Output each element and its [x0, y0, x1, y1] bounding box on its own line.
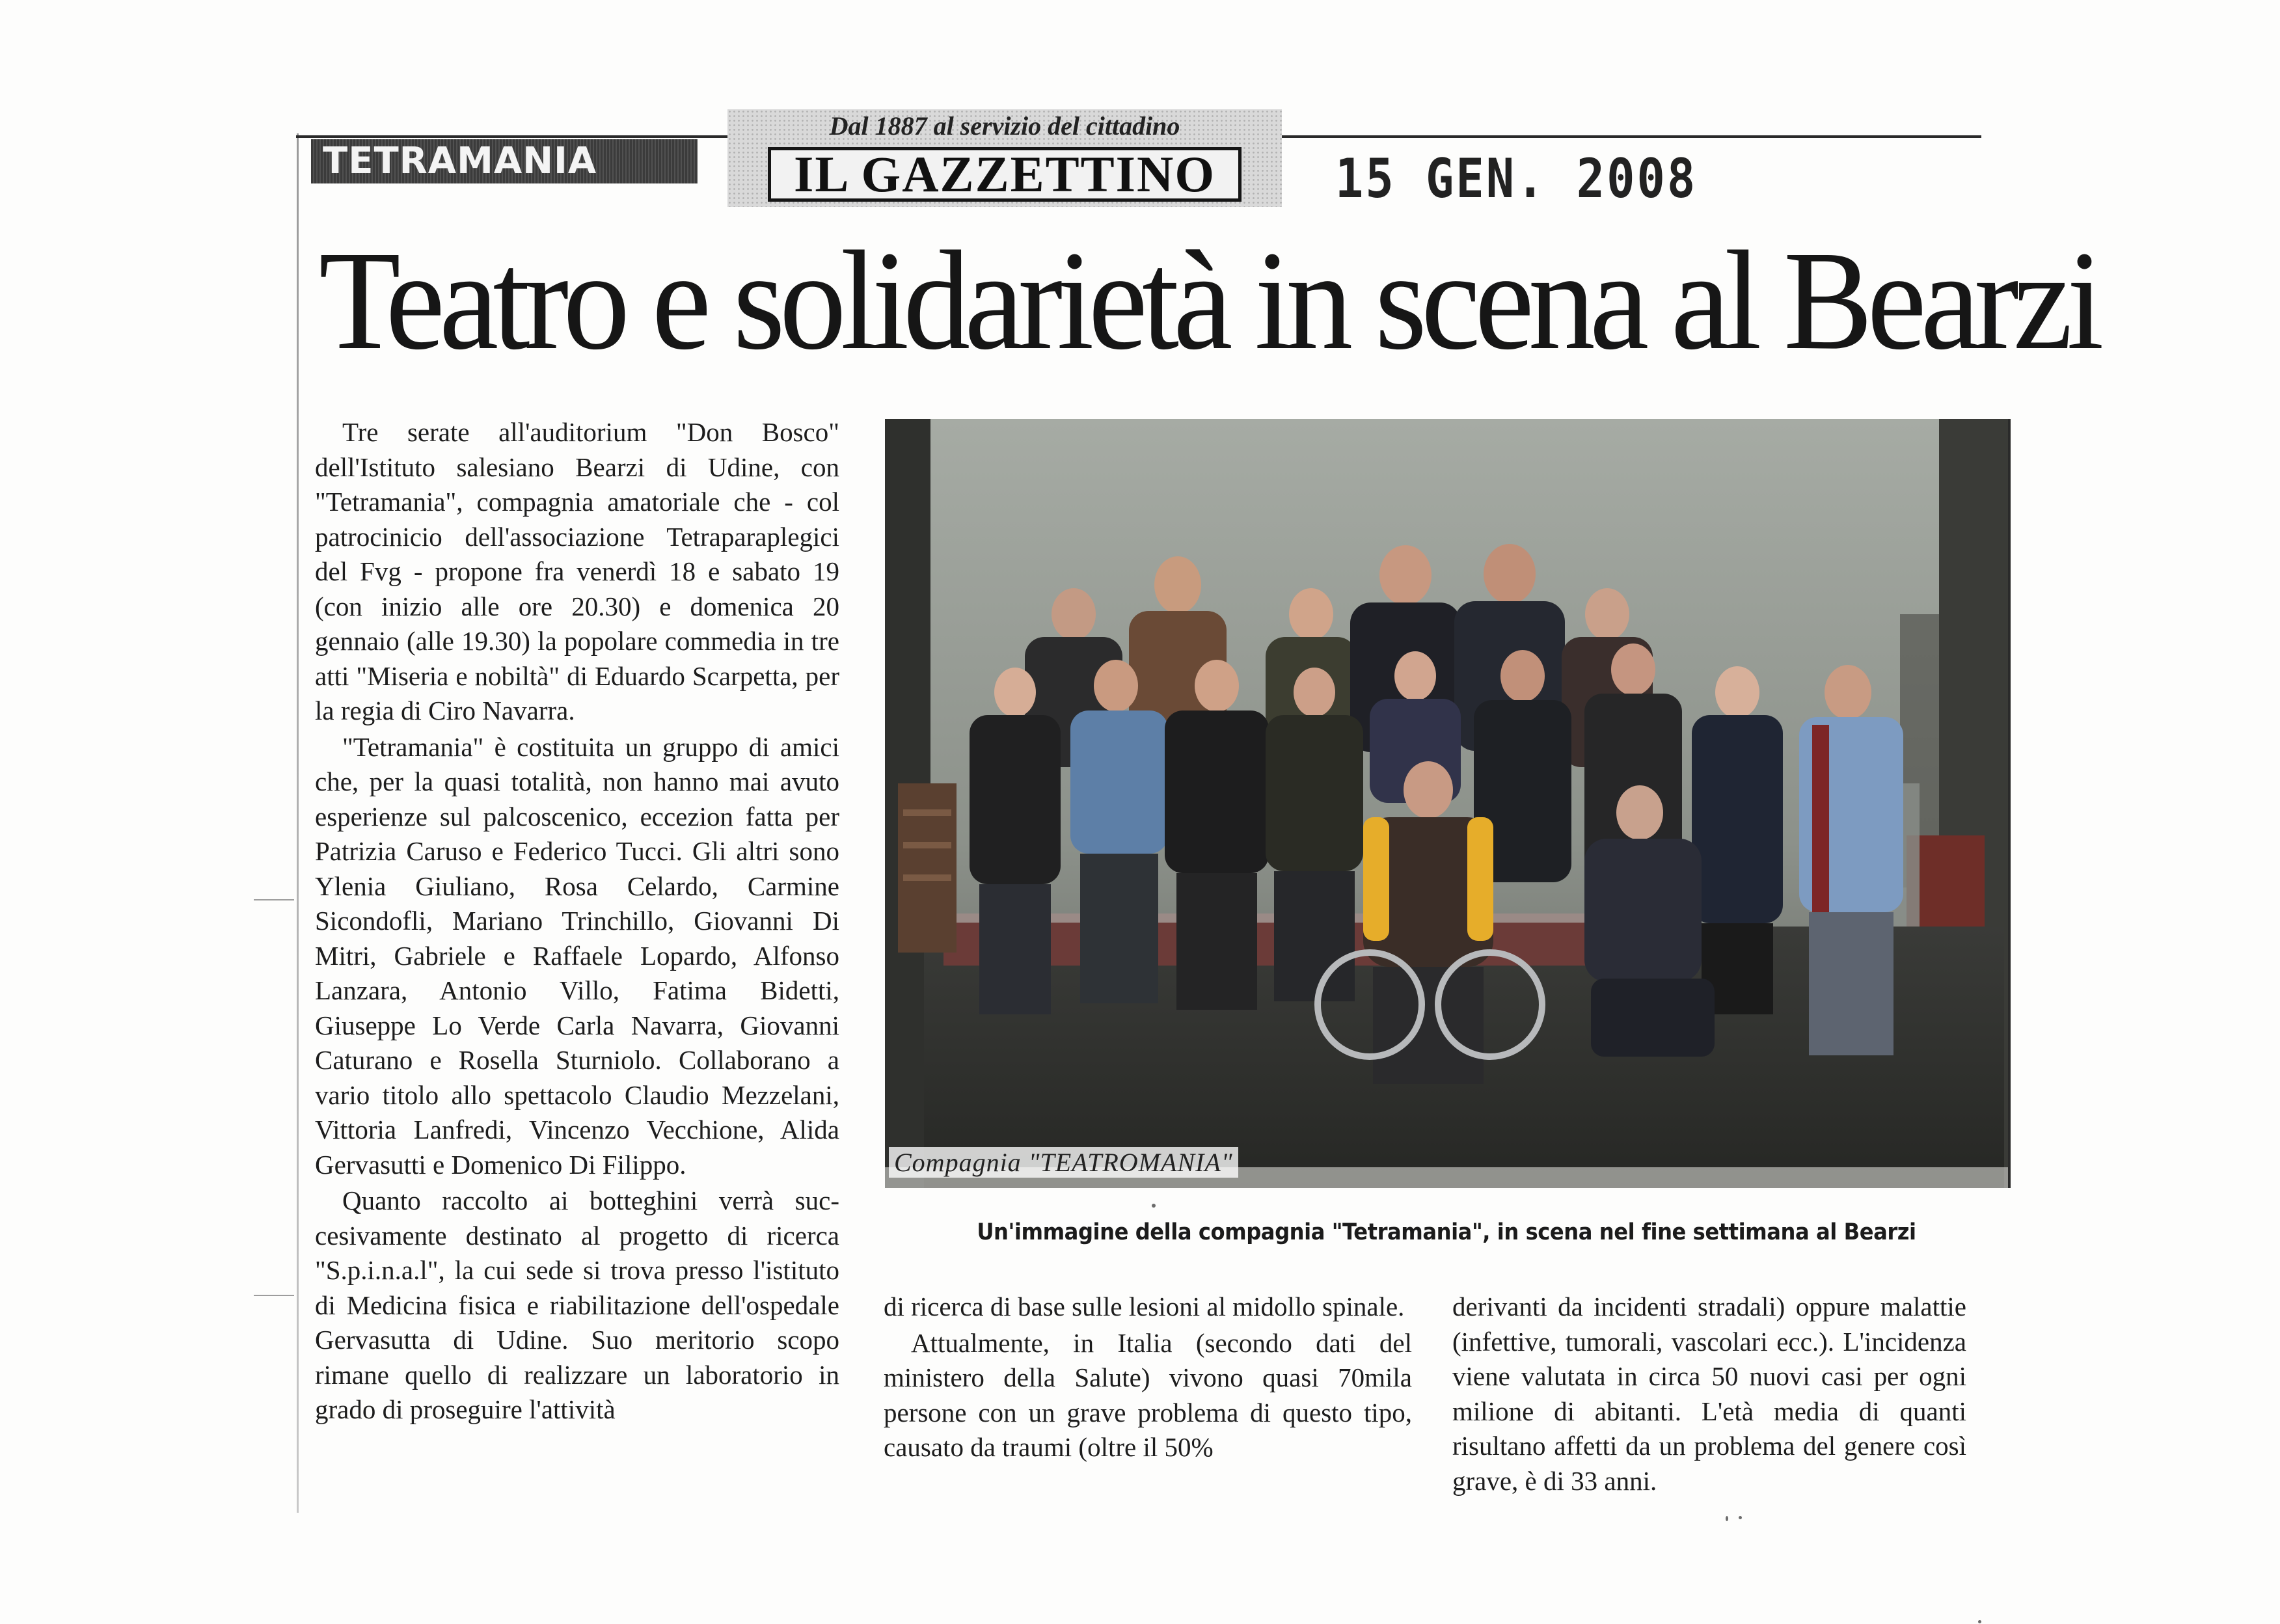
article-paragraph: di ricerca di base sulle lesioni al midollo spinale. [884, 1292, 1405, 1321]
scan-mark [254, 899, 294, 900]
article-paragraph: Attualmente, in Italia (secondo dati del ministero della Salute) vivono quasi 70mila persone con un grave problema di questo tipo, causato da traumi (oltre il 50% [884, 1327, 1412, 1462]
scan-speck [1978, 1620, 1981, 1623]
photo-overlay-label: Compagnia "TEATROMANIA" [889, 1147, 1238, 1178]
scan-speck [1726, 1516, 1728, 1521]
scan-speck [1152, 1204, 1156, 1208]
group-photo-image [885, 419, 2008, 1188]
masthead-tagline: Dal 1887 al servizio del cittadino [829, 111, 1180, 141]
masthead-name: IL GAZZETTINO [768, 147, 1242, 202]
scan-speck [1739, 1516, 1742, 1519]
article-paragraph: "Tetramania" è costituita un gruppo di amici che, per la quasi totalità, non hanno mai avuto esperienze sul palcoscenico, eccezion fatta per Patrizia Caruso e Federico Tucci. Gli altri sono Ylenia Giuliano, Rosa Celardo, Carmine Sicondofli, Mariano Trinchillo, Giovanni Di Mitri, Gabriele e Raffaele Lopardo, Alfonso Lanzara, Antonio Villo, Fatima Bidetti, Giuseppe Lo Verde Carla Navarra, Giovanni Caturano e Rosella Sturniolo. Collaborano a vario titolo allo spettacolo Claudio Mezzelani, Vittoria Lanfredi, Vincenzo Vecchione, Alida Gervasutti e Domenico Di Filippo. [315, 731, 839, 1180]
headline: Teatro e solidarietà in scena al Bearzi [319, 221, 2098, 379]
section-tag: TETRAMANIA [311, 139, 698, 183]
article-paragraph: derivanti da incidenti stradali) oppure malattie (infettive, tumorali, vascolari ecc.). L'incidenza viene valutata in circa 50 nuovi casi per ogni milione di abitanti. L'età media di quanti risultano affetti da un problema del genere così grave, è di 33 anni. [1452, 1292, 1966, 1496]
photo-caption: Un'immagine della compagnia "Tetramania", in scena nel fine settimana al Bearzi [977, 1219, 1916, 1245]
article-column-left [315, 415, 839, 1428]
scan-mark [254, 1295, 294, 1296]
scan-margin-line [297, 133, 299, 1513]
date-stamp: 15 GEN. 2008 [1335, 147, 1698, 210]
group-photo [885, 419, 2011, 1188]
article-column-middle [884, 1290, 1412, 1465]
masthead [727, 109, 1282, 207]
article-column-right [1452, 1290, 1966, 1498]
article-paragraph: Tre serate all'auditorium "Don Bosco" dell'Istituto salesiano Bearzi di Udine, con "Tetramania", compagnia amatoriale che - col patrocinicio dell'associazione Tetraparaplegici del Fvg - propone fra venerdì 18 e sabato 19 (con inizio alle ore 20.30) e domenica 20 gennaio (alle 19.30) la popolare commedia in tre atti "Miseria e nobiltà" di Eduardo Scarpetta, per la regia di Ciro Navarra. [315, 417, 839, 725]
article-paragraph: Quanto raccolto ai botteghini verrà succesivamente destinato al progetto di ricerca "S.p.i.n.a.l", la cui sede si trova presso l'istituto di Medicina fisica e riabilitazione dell'ospedale Gervasutta di Udine. Suo meritorio scopo rimane quello di realizzare un laboratorio in grado di proseguire l'attività [315, 1185, 839, 1424]
